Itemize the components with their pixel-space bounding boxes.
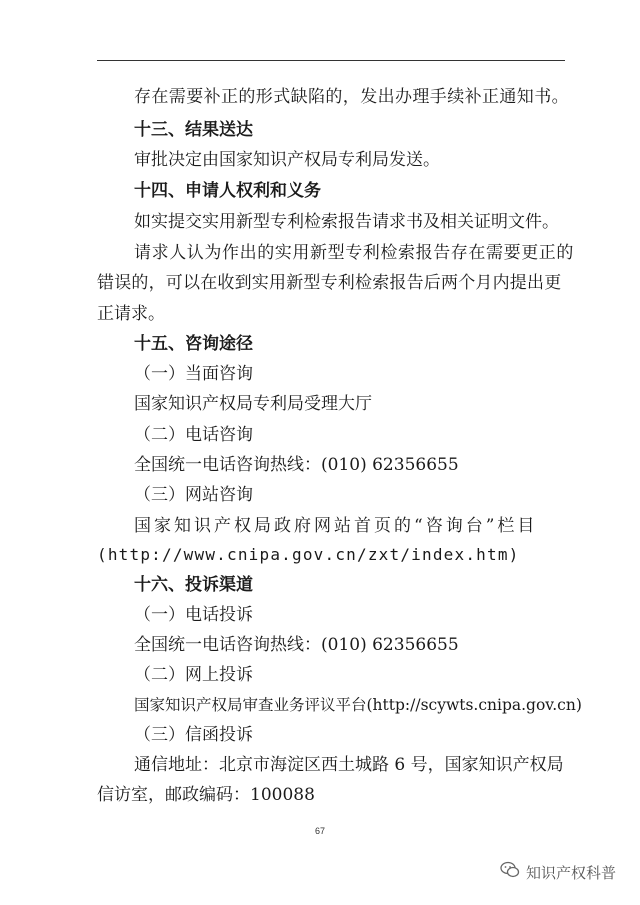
watermark-text: 知识产权科普 — [526, 863, 617, 882]
body-line: 错误的，可以在收到实用新型专利检索报告后两个月内提出更 — [97, 273, 562, 293]
address-line: 通信地址：北京市海淀区西土城路 6 号，国家知识产权局 — [134, 755, 564, 775]
address-line: 信访室，邮政编码：100088 — [97, 785, 315, 805]
phone-line: 全国统一电话咨询热线：(010) 62356655 — [134, 455, 459, 475]
phone-line: 全国统一电话咨询热线：(010) 62356655 — [134, 635, 459, 655]
body-line: 正请求。 — [97, 304, 165, 324]
website-url: (http://www.cnipa.gov.cn/zxt/index.htm) — [97, 545, 520, 564]
body-line: 请求人认为作出的实用新型专利检索报告存在需要更正的 — [134, 243, 574, 263]
section-heading: 十五、咨询途径 — [134, 334, 253, 354]
subsection-heading: （一）电话投诉 — [134, 605, 253, 625]
subsection-heading: （三）网站咨询 — [134, 485, 253, 505]
header-rule — [97, 60, 565, 61]
body-line: 国家知识产权局政府网站首页的“咨询台”栏目 — [134, 516, 538, 536]
body-line: 存在需要补正的形式缺陷的，发出办理手续补正通知书。 — [134, 87, 569, 107]
complaint-platform-line: 国家知识产权局审查业务评议平台(http://scywts.cnipa.gov.cn) — [134, 696, 582, 714]
subsection-heading: （二）电话咨询 — [134, 425, 253, 445]
page-number: 67 — [314, 826, 325, 836]
section-heading: 十三、结果送达 — [134, 120, 253, 140]
section-heading: 十四、申请人权利和义务 — [134, 181, 321, 201]
subsection-heading: （一）当面咨询 — [134, 364, 253, 384]
body-line: 国家知识产权局专利局受理大厅 — [134, 394, 372, 414]
watermark — [500, 862, 616, 882]
subsection-heading: （三）信函投诉 — [134, 725, 253, 745]
wechat-icon — [500, 861, 520, 883]
body-line: 如实提交实用新型专利检索报告请求书及相关证明文件。 — [134, 212, 559, 232]
section-heading: 十六、投诉渠道 — [134, 575, 253, 595]
subsection-heading: （二）网上投诉 — [134, 665, 253, 685]
body-line: 审批决定由国家知识产权局专利局发送。 — [134, 150, 440, 170]
